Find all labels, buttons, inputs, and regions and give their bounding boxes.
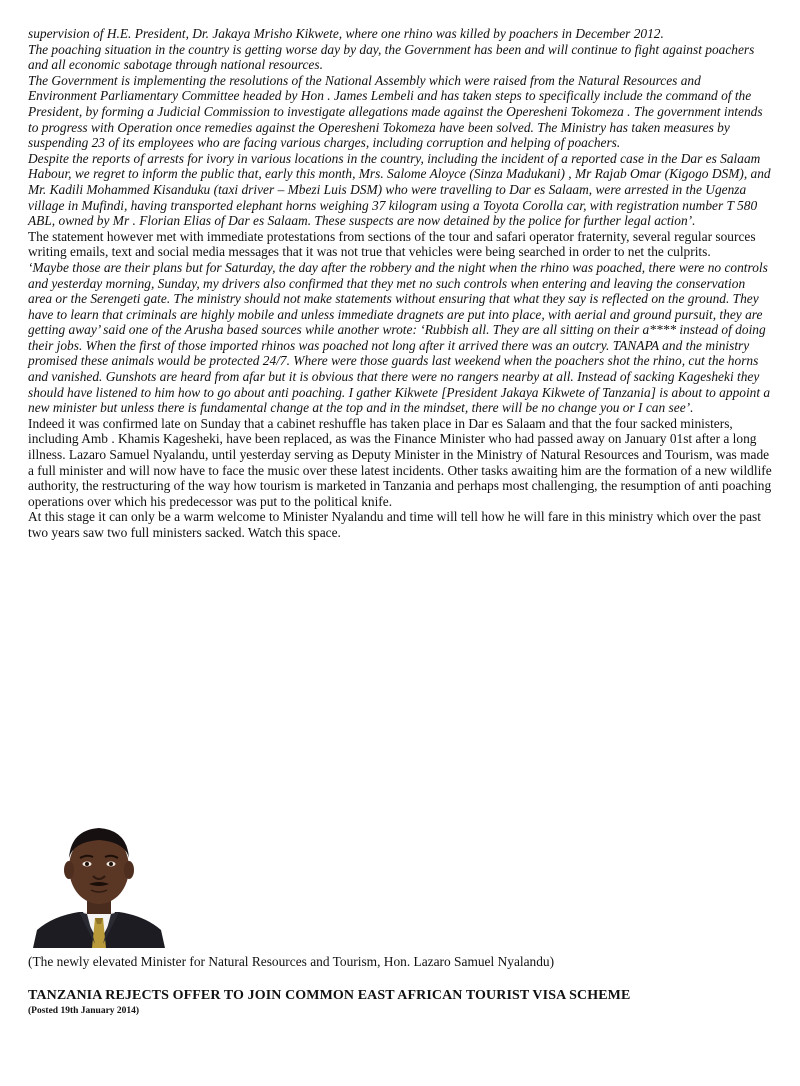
next-article-headline: TANZANIA REJECTS OFFER TO JOIN COMMON EAST AFRICAN TOURIST VISA SCHEME [28,988,631,1003]
next-article-posted-date: (Posted 19th January 2014) [28,1006,140,1016]
paragraph-2: The poaching situation in the country is getting worse day by day, the Government has been and will continue to fight against poachers and all economic sabotage through national resources. [28,41,755,73]
portrait-image [33,818,165,948]
photo-caption: (The newly elevated Minister for Natural Resources and Tourism, Hon. Lazaro Samuel Nyalandu) [28,954,555,969]
minister-photo [33,818,165,948]
paragraph-6: ‘Maybe those are their plans but for Saturday, the day after the robbery and the night when the rhino was poached, there were no controls and yesterday morning, Sunday, my drivers also confirmed that they met no such controls when entering and leaving the conservation area or the Serengeti gate. The ministry should not make statements without ensuring that what they say is reflected on the ground. They have to learn that criminals are highly mobile and unless immediate dragnets are put into place, with aerial and ground pursuit, they are getting away’ said one of the Arusha based sources while another wrote: ‘Rubbish all. They are all sitting on their a**** instead of doing their jobs. When the first of those imported rhinos was poached not long after it arrived there was an outcry. TANAPA and the ministry promised these animals would be protected 24/7. Where were those guards last weekend when the poachers shot the rhino, cut the horns and vanished. Gunshots are heard from afar but it is obvious that there were no rangers nearby at all. Instead of sacking Kagesheki they should have listened to him how to go about anti poaching. I gather Kikwete [President Jakaya Kikwete of Tanzania] is about to appoint a new minister but unless there is fundamental change at the top and in the mindset, there will be no change you or I can see’. [28,259,771,416]
paragraph-8: At this stage it can only be a warm welcome to Minister Nyalandu and time will tell how he will fare in this ministry which over the past two years saw two full ministers sacked. Watch this space. [28,509,761,540]
paragraph-7: Indeed it was confirmed late on Sunday that a cabinet reshuffle has taken place in Dar es Salaam and that the four sacked ministers, including Amb . Khamis Kagesheki, have been replaced, as was the Finance Minister who had passed away on January 01st after a long illness. Lazaro Samuel Nyalandu, until yesterday serving as Deputy Minister in the Ministry of Natural Resources and Tourism, was made a full minister and will now have to face the music over these latest incidents. Other tasks awaiting him are the formation of a new wildlife authority, the restructuring of the way how tourism is marketed in Tanzania and perhaps most challenging, the resumption of anti poaching operations over which his predecessor was put to the political knife. [28,415,772,509]
paragraph-4: Despite the reports of arrests for ivory in various locations in the country, including the incident of a reported case in the Dar es Salaam Habour, we regret to inform the public that, early this month, Mrs. Salome Aloyce (Sinza Madukani) , Mr Rajab Omar (Kigogo DSM), and Mr. Kadili Mohammed Kisanduku (taxi driver – Mbezi Luis DSM) who were travelling to Dar es Salaam, were arrested in the Ugenza village in Mufindi, having transported elephant horns weighing 37 kilogram using a Toyota Corolla car, with registration number T 580 ABL, owned by Mr . Florian Elias of Dar es Salaam. These suspects are now detained by the police for further legal action’. [28,150,771,229]
paragraph-3: The Government is implementing the resolutions of the National Assembly which were raised from the Natural Resources and Environment Parliamentary Committee headed by Hon . James Lembeli and has taken steps to specifically include the command of the President, by forming a Judicial Commission to investigate allegations made against the Operesheni Tokomeza . The government intends to progress with Operation once remedies against the Operesheni Tokomeza have been solved. The Ministry has taken measures by suspending 23 of its employees who are facing various charges, including corruption and helping of poachers. [28,72,763,151]
paragraph-5: The statement however met with immediate protestations from sections of the tour and safari operator fraternity, several regular sources writing emails, text and social media messages that it was not true that vehicles were being searched in order to net the culprits. [28,228,756,260]
article-body [28,26,772,541]
paragraph-1: supervision of H.E. President, Dr. Jakaya Mrisho Kikwete, where one rhino was killed by poachers in December 2012. [28,26,664,41]
